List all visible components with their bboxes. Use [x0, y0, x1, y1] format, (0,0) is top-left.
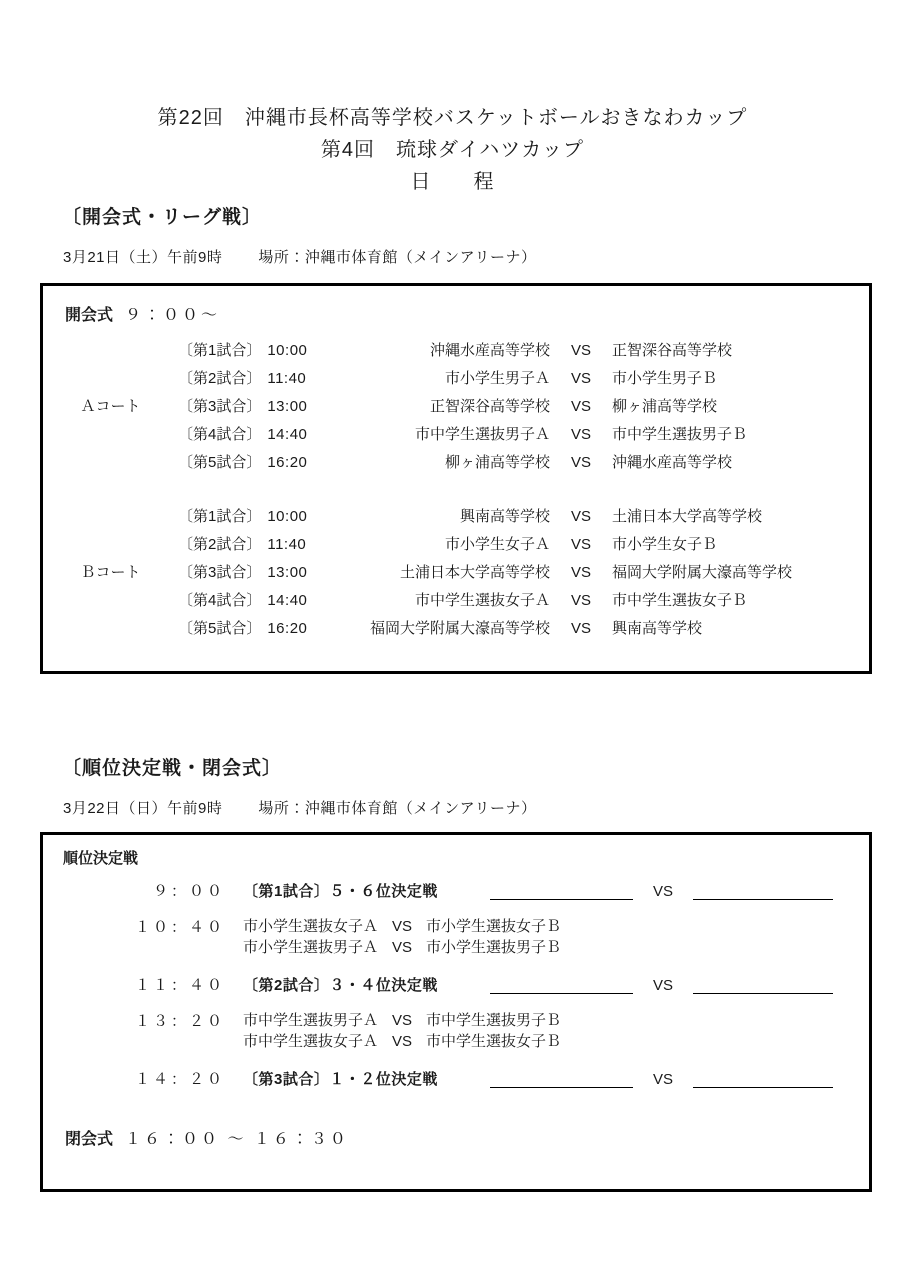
- team-home: 市中学生選抜男子Ａ: [414, 426, 550, 443]
- team-home: 市小学生選抜男子Ａ: [243, 939, 379, 956]
- game-time: 14:40: [267, 426, 308, 443]
- team-away: 正智深谷高等学校: [612, 342, 733, 359]
- vs-label: VS: [570, 342, 591, 359]
- league-schedule-box: [40, 283, 872, 674]
- match-time: １３：２０: [134, 1013, 225, 1030]
- court-label-spacer: [43, 337, 178, 365]
- team-away: 市中学生選抜男子Ｂ: [612, 426, 748, 443]
- closing-ceremony-line: [65, 1128, 869, 1152]
- match-time: １１：４０: [134, 977, 225, 994]
- vs-label: VS: [652, 1071, 673, 1088]
- game-row: [43, 393, 869, 421]
- ranking-row: [43, 974, 869, 998]
- vs-label: VS: [570, 370, 591, 387]
- vs-label: VS: [570, 620, 591, 637]
- match-title: 〔第2試合〕３・４位決定戦: [243, 977, 438, 994]
- exhibition-line: [243, 937, 561, 958]
- game-row: [43, 531, 869, 559]
- team-away: 市中学生選抜男子Ｂ: [426, 1012, 562, 1029]
- court-b-block: [43, 503, 869, 643]
- game-time: 10:00: [267, 508, 308, 525]
- day2-datetime: 3月22日（日）午前9時: [63, 800, 223, 817]
- game-slot: 〔第4試合〕: [178, 592, 262, 609]
- court-label-spacer: [43, 421, 178, 449]
- vs-label: VS: [570, 508, 591, 525]
- court-label-spacer: [43, 587, 178, 615]
- team-home: 市中学生選抜男子Ａ: [243, 1012, 379, 1029]
- vs-label: VS: [570, 564, 591, 581]
- game-row: [43, 615, 869, 643]
- game-slot: 〔第2試合〕: [178, 536, 262, 553]
- blank-line: [693, 974, 833, 994]
- game-row: [43, 503, 869, 531]
- vs-label: VS: [570, 398, 591, 415]
- game-time: 13:00: [267, 564, 308, 581]
- blank-line: [490, 880, 633, 900]
- vs-label: VS: [570, 592, 591, 609]
- team-home: 市小学生選抜女子Ａ: [243, 918, 379, 935]
- game-row: [43, 559, 869, 587]
- closing-ceremony-time: １６：００ ～ １６：３０: [125, 1131, 349, 1148]
- match-title: 〔第3試合〕１・２位決定戦: [243, 1071, 438, 1088]
- team-home: 市中学生選抜女子Ａ: [243, 1033, 379, 1050]
- court-label-spacer: [43, 449, 178, 477]
- match-time: ９：００: [152, 883, 225, 900]
- tournament-subtitle: 第4回 琉球ダイハツカップ: [320, 139, 585, 161]
- ranking-schedule-box: [40, 832, 872, 1192]
- match-time: １４：２０: [134, 1071, 225, 1088]
- match-time: １０：４０: [134, 919, 225, 936]
- exhibition-line: [243, 1031, 561, 1052]
- team-home: 福岡大学附属大濠高等学校: [369, 620, 550, 637]
- team-away: 市小学生女子Ｂ: [612, 536, 718, 553]
- team-away: 市中学生選抜女子Ｂ: [426, 1033, 562, 1050]
- ranking-row: [43, 916, 869, 958]
- opening-ceremony-label: 開会式: [65, 307, 114, 324]
- blank-line: [490, 974, 633, 994]
- ranking-matches-label: 順位決定戦: [63, 850, 139, 867]
- court-b-label: Ｂコート: [80, 564, 141, 581]
- team-away: 市小学生男子Ｂ: [612, 370, 718, 387]
- day2-location: 場所：沖縄市体育館（メインアリーナ）: [258, 800, 537, 817]
- game-time: 14:40: [267, 592, 308, 609]
- game-slot: 〔第2試合〕: [178, 370, 262, 387]
- game-slot: 〔第1試合〕: [178, 508, 262, 525]
- team-home: 興南高等学校: [459, 508, 550, 525]
- blank-line: [693, 1068, 833, 1088]
- ranking-row: [43, 1068, 869, 1092]
- team-away: 市中学生選抜女子Ｂ: [612, 592, 748, 609]
- tournament-title: 第22回 沖縄市長杯高等学校バスケットボールおきなわカップ: [157, 107, 748, 129]
- court-label-spacer: [43, 365, 178, 393]
- team-home: 柳ヶ浦高等学校: [444, 454, 550, 471]
- game-slot: 〔第4試合〕: [178, 426, 262, 443]
- vs-label: VS: [392, 939, 413, 956]
- vs-label: VS: [392, 1033, 413, 1050]
- game-time: 11:40: [267, 370, 307, 387]
- exhibition-line: [243, 1010, 561, 1031]
- game-time: 13:00: [267, 398, 308, 415]
- game-row: [43, 587, 869, 615]
- game-row: [43, 365, 869, 393]
- opening-ceremony-line: [65, 305, 869, 327]
- vs-label: VS: [652, 977, 673, 994]
- day1-location: 場所：沖縄市体育館（メインアリーナ）: [258, 249, 537, 266]
- vs-label: VS: [392, 918, 413, 935]
- vs-label: VS: [652, 883, 673, 900]
- game-time: 11:40: [267, 536, 307, 553]
- blank-line: [693, 880, 833, 900]
- closing-ceremony-label: 閉会式: [65, 1131, 114, 1148]
- ranking-row: [43, 880, 869, 904]
- team-away: 沖縄水産高等学校: [612, 454, 733, 471]
- game-row: [43, 449, 869, 477]
- vs-label: VS: [570, 454, 591, 471]
- court-a-block: [43, 337, 869, 477]
- match-title: 〔第1試合〕５・６位決定戦: [243, 883, 438, 900]
- game-row: [43, 337, 869, 365]
- team-away: 市小学生選抜男子Ｂ: [426, 939, 562, 956]
- team-away: 福岡大学附属大濠高等学校: [612, 564, 793, 581]
- game-time: 16:20: [267, 620, 308, 637]
- game-slot: 〔第3試合〕: [178, 564, 262, 581]
- team-away: 土浦日本大学高等学校: [612, 508, 763, 525]
- team-home: 市中学生選抜女子Ａ: [414, 592, 550, 609]
- team-away: 柳ヶ浦高等学校: [612, 398, 718, 415]
- vs-label: VS: [570, 536, 591, 553]
- game-slot: 〔第3試合〕: [178, 398, 262, 415]
- section-opening-league-heading: 〔開会式・リーグ戦〕: [62, 207, 263, 228]
- team-away: 興南高等学校: [612, 620, 703, 637]
- team-home: 沖縄水産高等学校: [429, 342, 550, 359]
- vs-label: VS: [392, 1012, 413, 1029]
- team-home: 正智深谷高等学校: [429, 398, 550, 415]
- day2-date-line: [63, 797, 536, 818]
- section-ranking-closing-heading: 〔順位決定戦・閉会式〕: [62, 758, 283, 779]
- game-slot: 〔第5試合〕: [178, 620, 262, 637]
- court-label-spacer: [43, 531, 178, 559]
- exhibition-line: [243, 916, 561, 937]
- blank-line: [490, 1068, 633, 1088]
- vs-label: VS: [570, 426, 591, 443]
- team-home: 土浦日本大学高等学校: [399, 564, 550, 581]
- team-away: 市小学生選抜女子Ｂ: [426, 918, 562, 935]
- court-label-spacer: [43, 615, 178, 643]
- day1-date-line: [63, 246, 536, 267]
- game-slot: 〔第1試合〕: [178, 342, 262, 359]
- game-slot: 〔第5試合〕: [178, 454, 262, 471]
- opening-ceremony-time: ９：００～: [125, 307, 221, 324]
- team-home: 市小学生男子Ａ: [444, 370, 550, 387]
- game-time: 16:20: [267, 454, 308, 471]
- ranking-row: [43, 1010, 869, 1052]
- court-a-label: Ａコート: [80, 398, 141, 415]
- title-block: [0, 102, 905, 198]
- day1-datetime: 3月21日（土）午前9時: [63, 249, 223, 266]
- game-time: 10:00: [267, 342, 308, 359]
- court-label-spacer: [43, 503, 178, 531]
- team-home: 市小学生女子Ａ: [444, 536, 550, 553]
- schedule-heading: 日 程: [410, 171, 495, 193]
- game-row: [43, 421, 869, 449]
